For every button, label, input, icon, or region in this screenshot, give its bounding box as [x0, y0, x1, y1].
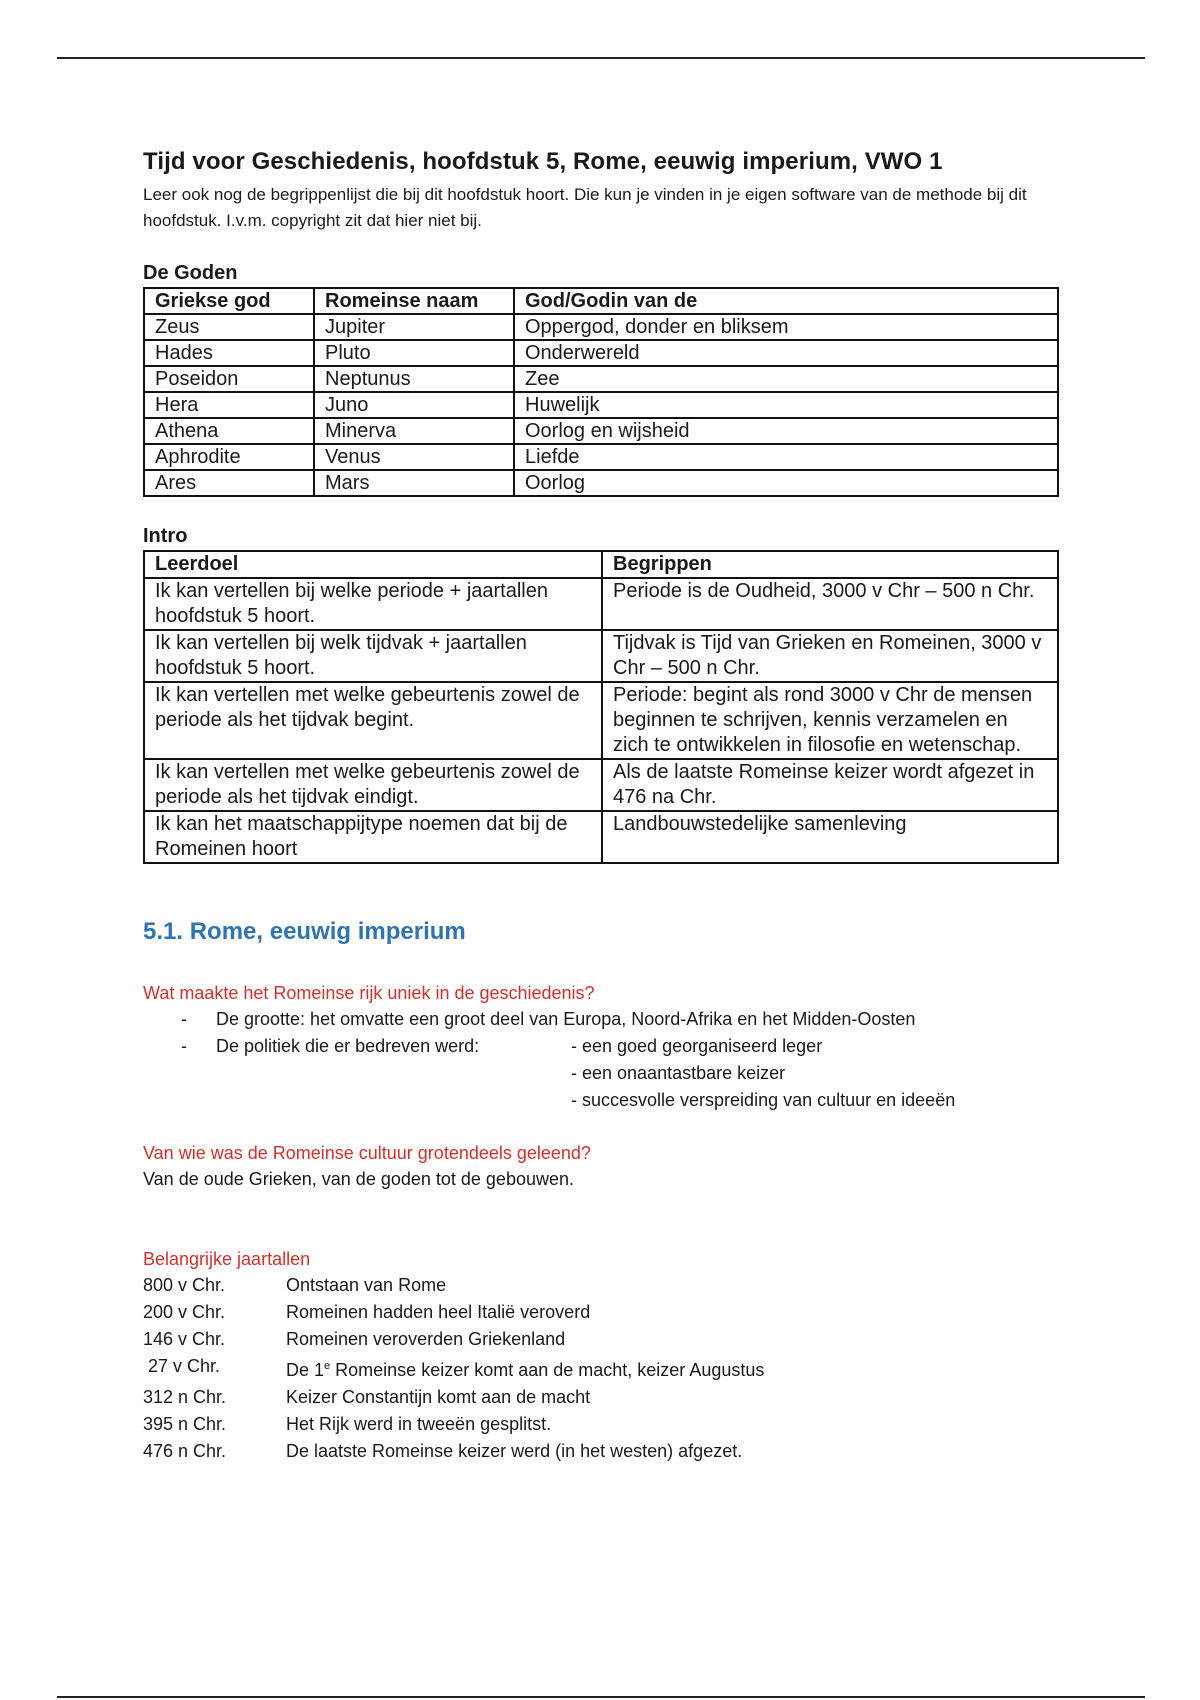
- table-row: [144, 340, 1058, 366]
- table-cell: Periode is de Oudheid, 3000 v Chr – 500 n Chr.: [602, 578, 1058, 630]
- bottom-rule: [57, 1696, 1145, 1698]
- table-cell: Ik kan vertellen bij welk tijdvak + jaartallen hoofdstuk 5 hoort.: [144, 630, 602, 682]
- date-year: 146 v Chr.: [143, 1329, 226, 1349]
- table-cell: Oorlog: [514, 470, 1058, 496]
- table-cell: Jupiter: [314, 314, 514, 340]
- column-header: Griekse god: [144, 288, 314, 314]
- table-row: [144, 759, 1058, 811]
- dates-list: [143, 1272, 1063, 1465]
- table-row: [144, 392, 1058, 418]
- list-item-text: De politiek die er bedreven werd:: [216, 1036, 480, 1056]
- table-header-row: [144, 288, 1058, 314]
- table-cell: Ik kan vertellen bij welke periode + jaartallen hoofdstuk 5 hoort.: [144, 578, 602, 630]
- date-year: 395 n Chr.: [143, 1414, 227, 1434]
- list-item-text: De grootte: het omvatte een groot deel van Europa, Noord-Afrika en het Midden-Oosten: [216, 1009, 916, 1029]
- table-cell: Pluto: [314, 340, 514, 366]
- date-year: 200 v Chr.: [143, 1302, 226, 1322]
- politics-sublist: [571, 1033, 955, 1114]
- section-title: 5.1. Rome, eeuwig imperium: [143, 918, 466, 945]
- table-cell: Juno: [314, 392, 514, 418]
- table-row: [144, 578, 1058, 630]
- table-cell: Hades: [144, 340, 314, 366]
- table-cell: Tijdvak is Tijd van Grieken en Romeinen, 3000 v Chr – 500 n Chr.: [602, 630, 1058, 682]
- date-event: Keizer Constantijn komt aan de macht: [286, 1387, 591, 1407]
- bullet-dash: -: [181, 1036, 187, 1056]
- intro-table: [143, 550, 1059, 864]
- ordinal-suffix: e: [324, 1360, 331, 1372]
- table-cell: Ik kan het maatschappijtype noemen dat bij de Romeinen hoort: [144, 811, 602, 863]
- date-row: [143, 1299, 1063, 1326]
- table-row: [144, 682, 1058, 759]
- gods-heading: De Goden: [143, 262, 238, 284]
- table-cell: Ik kan vertellen met welke gebeurtenis zowel de periode als het tijdvak eindigt.: [144, 759, 602, 811]
- document-title: Tijd voor Geschiedenis, hoofdstuk 5, Rome, eeuwig imperium, VWO 1: [143, 148, 943, 175]
- table-cell: Onderwereld: [514, 340, 1058, 366]
- date-event: Ontstaan van Rome: [286, 1275, 447, 1295]
- intro-table-heading: Intro: [143, 525, 188, 547]
- table-cell: Periode: begint als rond 3000 v Chr de mensen beginnen te schrijven, kennis verzamelen en zich te ontwikkelen in filosofie en wetenschap.: [602, 682, 1058, 759]
- table-cell: Venus: [314, 444, 514, 470]
- table-cell: Hera: [144, 392, 314, 418]
- table-cell: Poseidon: [144, 366, 314, 392]
- top-rule: [57, 57, 1145, 59]
- list-item: [143, 1033, 1063, 1114]
- answer-culture: Van de oude Grieken, van de goden tot de gebouwen.: [143, 1169, 574, 1189]
- table-cell: Als de laatste Romeinse keizer wordt afgezet in 476 na Chr.: [602, 759, 1058, 811]
- date-row: [143, 1438, 1063, 1465]
- table-row: [144, 470, 1058, 496]
- document-page: [143, 140, 1063, 1465]
- date-event-part: Romeinse keizer komt aan de macht, keizer Augustus: [330, 1360, 765, 1380]
- date-row: [143, 1384, 1063, 1411]
- table-cell: Huwelijk: [514, 392, 1058, 418]
- table-cell: Aphrodite: [144, 444, 314, 470]
- table-row: [144, 314, 1058, 340]
- column-header: Leerdoel: [144, 551, 602, 578]
- date-row: [143, 1326, 1063, 1353]
- sublist-item: - een goed georganiseerd leger: [571, 1036, 823, 1056]
- date-year: 312 n Chr.: [143, 1387, 227, 1407]
- dates-heading: Belangrijke jaartallen: [143, 1249, 311, 1269]
- table-cell: Ik kan vertellen met welke gebeurtenis zowel de periode als het tijdvak begint.: [144, 682, 602, 759]
- question-unique: Wat maakte het Romeinse rijk uniek in de geschiedenis?: [143, 983, 595, 1003]
- table-cell: Minerva: [314, 418, 514, 444]
- table-cell: Mars: [314, 470, 514, 496]
- date-event: Romeinen hadden heel Italië veroverd: [286, 1302, 591, 1322]
- sublist-item: - een onaantastbare keizer: [571, 1063, 786, 1083]
- intro-text: Leer ook nog de begrippenlijst die bij dit hoofdstuk hoort. Die kun je vinden in je eigen software van de methode bij dit hoofdstuk. I.v.m. copyright zit dat hier niet bij.: [143, 185, 1027, 230]
- table-header-row: [144, 551, 1058, 578]
- unique-list: [143, 1006, 1063, 1114]
- table-row: [144, 444, 1058, 470]
- table-row: [144, 418, 1058, 444]
- date-event: Het Rijk werd in tweeën gesplitst.: [286, 1414, 552, 1434]
- date-event: [286, 1353, 764, 1384]
- date-row: [143, 1272, 1063, 1299]
- sublist-item: - succesvolle verspreiding van cultuur en ideeën: [571, 1090, 956, 1110]
- date-year: 800 v Chr.: [143, 1275, 226, 1295]
- column-header: Begrippen: [602, 551, 1058, 578]
- date-year: 476 n Chr.: [143, 1441, 227, 1461]
- table-row: [144, 811, 1058, 863]
- date-event-part: De 1: [286, 1360, 325, 1380]
- gods-table: [143, 287, 1059, 497]
- table-cell: Zee: [514, 366, 1058, 392]
- table-cell: Zeus: [144, 314, 314, 340]
- date-event: Romeinen veroverden Griekenland: [286, 1329, 566, 1349]
- table-cell: Ares: [144, 470, 314, 496]
- table-cell: Oorlog en wijsheid: [514, 418, 1058, 444]
- table-cell: Athena: [144, 418, 314, 444]
- date-row: [143, 1411, 1063, 1438]
- table-cell: Landbouwstedelijke samenleving: [602, 811, 1058, 863]
- table-cell: Liefde: [514, 444, 1058, 470]
- table-cell: Neptunus: [314, 366, 514, 392]
- date-year: 27 v Chr.: [143, 1356, 221, 1376]
- list-item: [143, 1006, 1063, 1033]
- date-row: [143, 1353, 1063, 1384]
- table-row: [144, 366, 1058, 392]
- column-header: Romeinse naam: [314, 288, 514, 314]
- table-row: [144, 630, 1058, 682]
- date-event: De laatste Romeinse keizer werd (in het westen) afgezet.: [286, 1441, 743, 1461]
- column-header: God/Godin van de: [514, 288, 1058, 314]
- bullet-dash: -: [181, 1009, 187, 1029]
- question-culture: Van wie was de Romeinse cultuur grotendeels geleend?: [143, 1143, 591, 1163]
- table-cell: Oppergod, donder en bliksem: [514, 314, 1058, 340]
